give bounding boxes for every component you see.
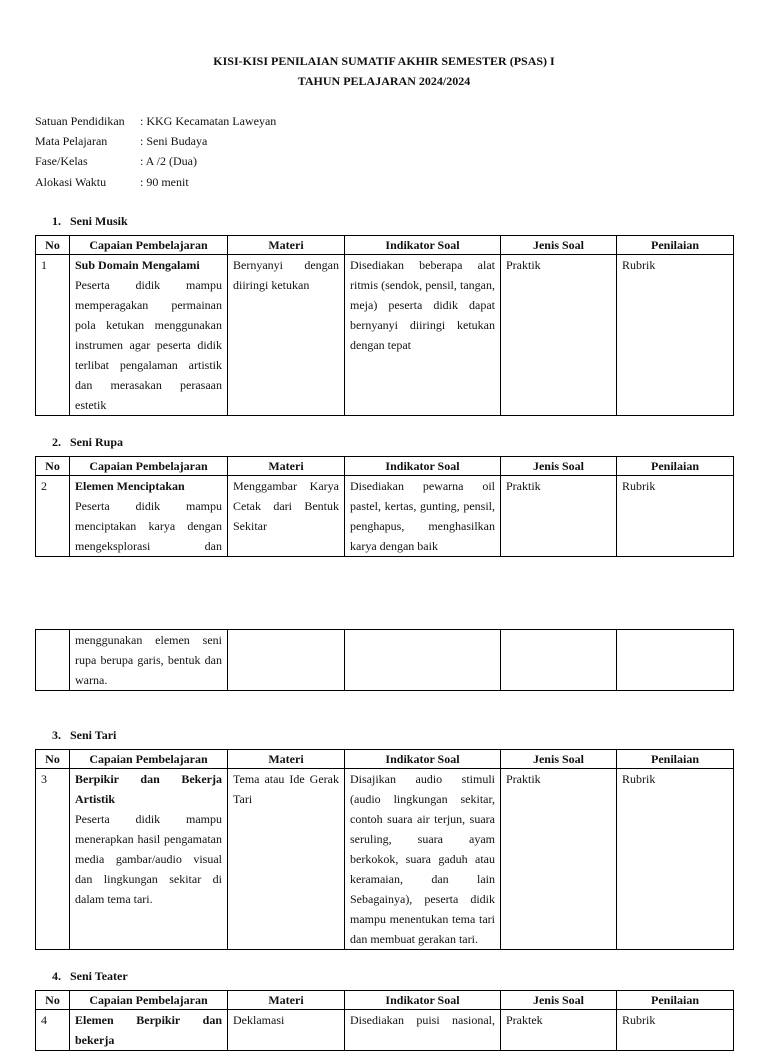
- section-heading-seni-teater: [52, 969, 128, 984]
- cell-penilaian: Rubrik: [617, 255, 734, 416]
- section-heading-seni-rupa: [52, 435, 123, 450]
- col-header-no: No: [36, 750, 70, 769]
- table-header-row: [36, 457, 734, 476]
- cell-indikator: Disajikan audio stimuli (audio lingkungan sekitar, contoh suara air terjun, suara seruling, suara ayam berkokok, suara gaduh atau keramaian, dan lain Sebagainya), peserta didik mampu menentukan tema tari dan membuat gerakan tari.: [345, 769, 501, 950]
- col-header-no: No: [36, 991, 70, 1010]
- col-header-jenis: Jenis Soal: [501, 457, 617, 476]
- cell-materi: [228, 630, 345, 691]
- cell-indikator: Disediakan puisi nasional,: [345, 1010, 501, 1051]
- table-seni-teater: [35, 990, 734, 1051]
- section-title: Seni Tari: [70, 728, 117, 742]
- meta-row: [35, 134, 207, 149]
- cp-text: Peserta didik mampu menerapkan hasil pengamatan media gambar/audio visual dan lingkungan sekitar di dalam tema tari.: [75, 812, 222, 906]
- col-header-jenis: Jenis Soal: [501, 236, 617, 255]
- section-title: Seni Musik: [70, 214, 128, 228]
- section-heading-seni-musik: [52, 214, 128, 229]
- col-header-materi: Materi: [228, 991, 345, 1010]
- cell-capaian: [70, 476, 228, 557]
- cell-materi: Tema atau Ide Gerak Tari: [228, 769, 345, 950]
- col-header-indikator: Indikator Soal: [345, 457, 501, 476]
- table-seni-tari: [35, 749, 734, 950]
- cp-heading: Sub Domain Mengalami: [75, 258, 200, 272]
- meta-value: : 90 menit: [140, 175, 189, 189]
- col-header-penilaian: Penilaian: [617, 991, 734, 1010]
- col-header-capaian: Capaian Pembelajaran: [70, 750, 228, 769]
- cell-materi: Menggambar Karya Cetak dari Bentuk Sekitar: [228, 476, 345, 557]
- cell-jenis: [501, 630, 617, 691]
- cell-no: 2: [36, 476, 70, 557]
- meta-row: [35, 154, 197, 169]
- cell-materi: Bernyanyi dengan diiringi ketukan: [228, 255, 345, 416]
- meta-value: : KKG Kecamatan Laweyan: [140, 114, 277, 128]
- col-header-no: No: [36, 457, 70, 476]
- cell-jenis: Praktek: [501, 1010, 617, 1051]
- section-number: 2.: [52, 435, 61, 449]
- cell-no: [36, 630, 70, 691]
- table-seni-rupa: [35, 456, 734, 557]
- table-seni-musik: [35, 235, 734, 416]
- cell-capaian: [70, 769, 228, 950]
- cp-text: Peserta didik mampu memperagakan permainan pola ketukan menggunakan instrumen agar peserta didik terlibat pengalaman artistik dan merasakan perasaan estetik: [75, 278, 222, 412]
- col-header-materi: Materi: [228, 236, 345, 255]
- col-header-penilaian: Penilaian: [617, 457, 734, 476]
- col-header-indikator: Indikator Soal: [345, 750, 501, 769]
- table-row: [36, 630, 734, 691]
- meta-label: Mata Pelajaran: [35, 134, 108, 148]
- cell-capaian: menggunakan elemen seni rupa berupa garis, bentuk dan warna.: [70, 630, 228, 691]
- col-header-jenis: Jenis Soal: [501, 991, 617, 1010]
- col-header-materi: Materi: [228, 457, 345, 476]
- cell-indikator: [345, 630, 501, 691]
- cp-heading: Berpikir dan Bekerja Artistik: [75, 772, 222, 806]
- document-title-line2: TAHUN PELAJARAN 2024/2024: [297, 74, 471, 88]
- col-header-indikator: Indikator Soal: [345, 236, 501, 255]
- meta-label: Alokasi Waktu: [35, 175, 107, 189]
- cell-materi: Deklamasi: [228, 1010, 345, 1051]
- col-header-capaian: Capaian Pembelajaran: [70, 236, 228, 255]
- col-header-no: No: [36, 236, 70, 255]
- cell-penilaian: Rubrik: [617, 476, 734, 557]
- col-header-capaian: Capaian Pembelajaran: [70, 457, 228, 476]
- section-title: Seni Rupa: [70, 435, 124, 449]
- meta-label: Fase/Kelas: [35, 154, 88, 168]
- cell-capaian: [70, 255, 228, 416]
- cp-heading: Elemen Menciptakan: [75, 479, 185, 493]
- cell-jenis: Praktik: [501, 476, 617, 557]
- section-title: Seni Teater: [70, 969, 128, 983]
- section-number: 1.: [52, 214, 61, 228]
- col-header-penilaian: Penilaian: [617, 750, 734, 769]
- meta-value: : A /2 (Dua): [140, 154, 197, 168]
- cell-penilaian: Rubrik: [617, 769, 734, 950]
- cell-no: 4: [36, 1010, 70, 1051]
- col-header-capaian: Capaian Pembelajaran: [70, 991, 228, 1010]
- cell-capaian: [70, 1010, 228, 1051]
- cp-text: Peserta didik mampu menciptakan karya dengan mengeksplorasi dan: [75, 499, 222, 553]
- table-row: [36, 1010, 734, 1051]
- cell-no: 1: [36, 255, 70, 416]
- cp-heading: Elemen Berpikir dan bekerja: [75, 1013, 222, 1047]
- section-number: 4.: [52, 969, 61, 983]
- table-row: [36, 255, 734, 416]
- section-number: 3.: [52, 728, 61, 742]
- meta-label: Satuan Pendidikan: [35, 114, 125, 128]
- meta-value: : Seni Budaya: [140, 134, 208, 148]
- cell-penilaian: Rubrik: [617, 1010, 734, 1051]
- table-header-row: [36, 750, 734, 769]
- cell-indikator: Disediakan beberapa alat ritmis (sendok, pensil, tangan, meja) peserta didik dapat bernyanyi diiringi ketukan dengan tepat: [345, 255, 501, 416]
- section-heading-seni-tari: [52, 728, 116, 743]
- table-header-row: [36, 236, 734, 255]
- col-header-penilaian: Penilaian: [617, 236, 734, 255]
- meta-row: [35, 175, 189, 190]
- cell-no: 3: [36, 769, 70, 950]
- col-header-jenis: Jenis Soal: [501, 750, 617, 769]
- table-seni-rupa-continuation: [35, 629, 734, 691]
- table-row: [36, 476, 734, 557]
- cell-indikator: Disediakan pewarna oil pastel, kertas, gunting, pensil, penghapus, menghasilkan karya dengan baik: [345, 476, 501, 557]
- cell-jenis: Praktik: [501, 769, 617, 950]
- table-row: [36, 769, 734, 950]
- table-header-row: [36, 991, 734, 1010]
- meta-row: [35, 114, 276, 129]
- col-header-indikator: Indikator Soal: [345, 991, 501, 1010]
- col-header-materi: Materi: [228, 750, 345, 769]
- document-title-line1: KISI-KISI PENILAIAN SUMATIF AKHIR SEMESTER (PSAS) I: [213, 54, 555, 68]
- cell-jenis: Praktik: [501, 255, 617, 416]
- cell-penilaian: [617, 630, 734, 691]
